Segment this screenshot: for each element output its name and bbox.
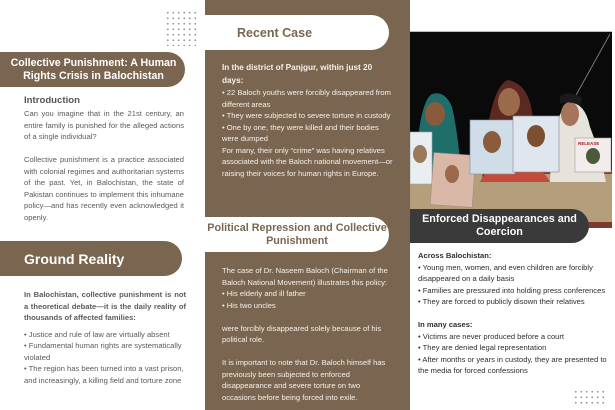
- political-after: were forcibly disappeared solely because of his political role.: [222, 323, 382, 344]
- enforced-disappearances-heading: Enforced Disappearances and Coercion: [422, 212, 577, 238]
- enforced-disappearances-text: [418, 250, 610, 377]
- enforced-disappearances-banner: [410, 209, 589, 243]
- intro-paragraph: Can you imagine that in the 21st century, an entire family is punished for the alleged actions of a single individual?: [24, 109, 184, 141]
- cases-bullet: • They are denied legal representation: [418, 343, 547, 352]
- ground-reality-text: [24, 289, 186, 386]
- photo-face-right: [561, 102, 579, 126]
- political-intro: The case of Dr. Naseem Baloch (Chairman of the Baloch National Movement) illustrates this policy:: [222, 266, 388, 287]
- ground-bullet: • Justice and rule of law are virtually absent: [24, 329, 170, 339]
- recent-lead: In the district of Panjgur, within just 20 days:: [222, 63, 373, 85]
- photo-sign-text: RELEASE: [578, 141, 600, 146]
- photo-portrait-face: [483, 131, 501, 153]
- ground-reality-banner: [0, 241, 182, 276]
- across-bullet: • Families are pressured into holding press conferences: [418, 285, 606, 295]
- across-heading: Across Balochistan:: [418, 251, 492, 260]
- ground-bullet: • The region has been turned into a vast prison, and increasingly, a killing field and torture zone: [24, 364, 184, 385]
- political-bullet: • His two uncles: [222, 300, 276, 310]
- political-repression-text: [222, 265, 394, 403]
- photo-face-left: [425, 102, 445, 126]
- intro-text: [24, 108, 184, 223]
- recent-case-text: [222, 62, 394, 179]
- ground-bullet: • Fundamental human rights are systematically violated: [24, 341, 182, 362]
- photo-portrait-face: [527, 125, 545, 147]
- political-note: It is important to note that Dr. Baloch himself has previously been subjected to enforced disappearance and severe torture on two occasions before being forced into exile.: [222, 358, 386, 402]
- recent-bullet: • 22 Baloch youths were forcibly disappeared from different areas: [222, 88, 391, 109]
- recent-case-banner: [205, 15, 389, 50]
- political-repression-banner: [205, 217, 389, 252]
- photo-portrait-face: [445, 165, 459, 183]
- recent-closing: For many, their only “crime” was having relatives associated with the Baloch national movement—or raising their voices for human rights in Europe.: [222, 145, 393, 178]
- intro-heading: Introduction: [24, 95, 80, 106]
- decorative-dot-grid: [573, 389, 606, 407]
- across-bullet: • Young men, women, and even children are forcibly disappeared on a daily basis: [418, 262, 593, 283]
- photo-face-middle: [498, 88, 520, 116]
- ground-lead: In Balochistan, collective punishment is not a theoretical debate—it is the daily reality of thousands of affected families:: [24, 290, 186, 322]
- recent-bullet: • They were subjected to severe torture in custody: [222, 111, 391, 120]
- across-bullet: • They are forced to publicly disown their relatives: [418, 297, 585, 306]
- cases-bullet: • Victims are never produced before a court: [418, 331, 565, 341]
- recent-case-heading: Recent Case: [237, 25, 313, 40]
- page-title: Collective Punishment: A Human Rights Crisis in Balochistan: [10, 56, 177, 82]
- recent-bullet: • One by one, they were killed and their bodies were dumped: [222, 122, 379, 143]
- ground-reality-heading: Ground Reality: [24, 250, 125, 267]
- cases-bullet: • After months or years in custody, they are presented to the media for forced confessions: [418, 354, 607, 375]
- accent-stripe: [585, 222, 612, 228]
- political-repression-heading: Political Repression and Collective Punishment: [207, 221, 387, 247]
- photo-portrait-face: [413, 145, 427, 163]
- protest-photo: [410, 32, 612, 228]
- political-bullet: • His elderly and ill father: [222, 289, 306, 298]
- title-banner: [0, 52, 185, 87]
- intro-paragraph: Collective punishment is a practice associated with colonial regimes and authoritarian systems of the past. Yet, in Balochistan, the state of Pakistan continues to implement this inhumane policy—and has recently even acknowledged it openly.: [24, 155, 184, 222]
- photo-portrait-face: [586, 148, 600, 164]
- decorative-dot-grid: [165, 10, 198, 46]
- protest-photo-illustration: [410, 32, 612, 228]
- cases-heading: In many cases:: [418, 320, 473, 329]
